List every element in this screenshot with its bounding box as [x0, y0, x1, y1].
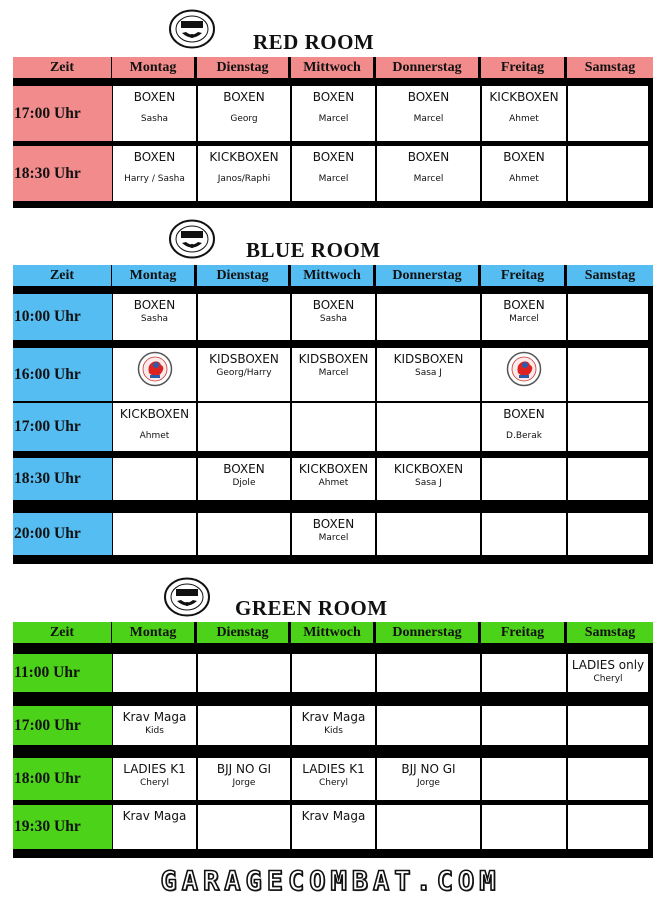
class-name: Krav Maga	[122, 710, 187, 724]
schedule-cell	[482, 805, 566, 849]
schedule-cell	[568, 758, 648, 800]
class-name: Krav Maga	[301, 809, 366, 823]
header-zeit: Zeit	[13, 622, 112, 643]
trainer-name: Ahmet	[509, 114, 539, 124]
schedule-cell	[568, 86, 648, 141]
schedule-cell	[113, 294, 196, 340]
trainer-name: Ahmet	[318, 478, 349, 488]
header-day-donnerstag: Donnerstag	[376, 265, 479, 286]
time-label: 18:30 Uhr	[13, 458, 112, 500]
trainer-name: Kids	[145, 726, 164, 736]
header-day-samstag: Samstag	[567, 622, 653, 643]
schedule-cell	[198, 654, 290, 692]
header-zeit: Zeit	[13, 265, 112, 286]
schedule-cell	[377, 458, 480, 500]
time-label: 16:00 Uhr	[13, 348, 112, 401]
trainer-name: D.Berak	[506, 431, 542, 441]
time-row	[13, 403, 653, 451]
schedule-cell	[292, 513, 375, 555]
schedule-cell	[113, 458, 196, 500]
header-day-donnerstag: Donnerstag	[376, 57, 479, 78]
trainer-name: Marcel	[413, 174, 444, 184]
room-title-green: GREEN ROOM	[235, 596, 388, 620]
club-logo-red	[168, 9, 216, 49]
club-logo-green	[163, 577, 211, 617]
room-title-blue: BLUE ROOM	[246, 238, 381, 262]
schedule-cell	[198, 403, 290, 451]
schedule-cell	[198, 348, 290, 401]
schedule-cell	[113, 403, 196, 451]
class-name: BOXEN	[503, 150, 545, 164]
trainer-name: Georg/Harry	[216, 368, 272, 378]
schedule-cell	[568, 146, 648, 201]
header-day-dienstag: Dienstag	[197, 622, 289, 643]
schedule-cell	[568, 348, 648, 401]
class-name: KICKBOXEN	[119, 407, 190, 421]
time-row	[13, 654, 653, 692]
header-row	[13, 265, 653, 286]
kids-boxing-logo	[135, 351, 175, 387]
trainer-name: Marcel	[509, 314, 539, 324]
schedule-cell	[377, 805, 480, 849]
class-name: BJJ NO GI	[401, 762, 456, 776]
schedule-cell	[292, 654, 375, 692]
schedule-cell	[377, 758, 480, 800]
trainer-name: Cheryl	[318, 778, 349, 788]
schedule-cell	[113, 513, 196, 555]
header-row	[13, 622, 653, 643]
class-name: BOXEN	[312, 298, 355, 312]
schedule-green-room	[13, 622, 653, 858]
header-day-mittwoch: Mittwoch	[291, 265, 374, 286]
schedule-cell	[113, 348, 196, 401]
header-day-mittwoch: Mittwoch	[291, 622, 374, 643]
class-name: LADIES K1	[302, 762, 365, 776]
schedule-cell	[198, 805, 290, 849]
header-day-dienstag: Dienstag	[197, 57, 289, 78]
schedule-cell	[292, 294, 375, 340]
trainer-name: Jorge	[417, 778, 440, 788]
class-name: BOXEN	[223, 462, 265, 476]
header-day-donnerstag: Donnerstag	[376, 622, 479, 643]
schedule-cell	[198, 513, 290, 555]
class-name: BOXEN	[223, 90, 265, 104]
schedule-cell	[377, 403, 480, 451]
schedule-cell	[568, 513, 648, 555]
schedule-blue-room	[13, 265, 653, 564]
schedule-cell	[377, 294, 480, 340]
schedule-cell	[482, 294, 566, 340]
trainer-name: Djole	[232, 478, 256, 488]
schedule-cell	[568, 458, 648, 500]
schedule-cell	[568, 805, 648, 849]
class-name: Krav Maga	[301, 710, 366, 724]
header-day-freitag: Freitag	[481, 265, 565, 286]
schedule-cell	[377, 513, 480, 555]
trainer-name: Marcel	[413, 114, 444, 124]
schedule-cell	[198, 294, 290, 340]
header-day-samstag: Samstag	[567, 57, 653, 78]
trainer-name: Janos/Raphi	[217, 174, 271, 184]
schedule-cell	[113, 805, 196, 849]
class-name: LADIES K1	[123, 762, 186, 776]
schedule-cell	[568, 403, 648, 451]
time-label: 17:00 Uhr	[13, 86, 112, 141]
schedule-cell	[482, 758, 566, 800]
trainer-name: Sasha	[140, 314, 169, 324]
schedule-cell	[568, 706, 648, 745]
schedule-cell	[482, 146, 566, 201]
header-day-dienstag: Dienstag	[197, 265, 289, 286]
schedule-cell	[482, 86, 566, 141]
class-name: LADIES only	[571, 658, 645, 672]
class-name: BOXEN	[407, 150, 450, 164]
trainer-name: Marcel	[318, 174, 349, 184]
class-name: BOXEN	[312, 517, 355, 531]
time-row	[13, 706, 653, 745]
trainer-name: Ahmet	[509, 174, 539, 184]
schedule-cell	[377, 654, 480, 692]
class-name: BOXEN	[503, 407, 545, 421]
schedule-cell	[292, 348, 375, 401]
schedule-cell	[113, 758, 196, 800]
time-row	[13, 458, 653, 500]
time-row	[13, 513, 653, 555]
class-name: BOXEN	[503, 298, 545, 312]
class-name: KICKBOXEN	[489, 90, 559, 104]
class-name: BOXEN	[133, 298, 176, 312]
trainer-name: Jorge	[232, 778, 256, 788]
schedule-cell	[113, 146, 196, 201]
schedule-cell	[292, 458, 375, 500]
header-row	[13, 57, 653, 78]
club-logo-blue	[168, 219, 216, 259]
schedule-cell	[482, 706, 566, 745]
time-label: 17:00 Uhr	[13, 706, 112, 745]
trainer-name: Marcel	[318, 368, 349, 378]
time-label: 18:30 Uhr	[13, 146, 112, 201]
website-footer: GARAGECOMBAT.COM	[160, 866, 501, 897]
schedule-cell	[482, 348, 566, 401]
schedule-cell	[113, 654, 196, 692]
time-label: 17:00 Uhr	[13, 403, 112, 451]
schedule-cell	[377, 146, 480, 201]
class-name: KICKBOXEN	[298, 462, 369, 476]
schedule-cell	[377, 348, 480, 401]
header-day-montag: Montag	[112, 57, 195, 78]
trainer-name: Kids	[324, 726, 343, 736]
class-name: BOXEN	[133, 90, 176, 104]
trainer-name: Cheryl	[139, 778, 170, 788]
time-row	[13, 86, 653, 141]
schedule-cell	[292, 86, 375, 141]
schedule-cell	[198, 86, 290, 141]
schedule-cell	[113, 86, 196, 141]
header-day-montag: Montag	[112, 622, 195, 643]
trainer-name: Sasha	[140, 114, 169, 124]
trainer-name: Sasa J	[415, 368, 442, 378]
class-name: BJJ NO GI	[216, 762, 272, 776]
room-title-red: RED ROOM	[253, 30, 375, 54]
schedule-cell	[292, 706, 375, 745]
schedule-cell	[292, 146, 375, 201]
trainer-name: Sasa J	[415, 478, 442, 488]
header-day-samstag: Samstag	[567, 265, 653, 286]
time-label: 19:30 Uhr	[13, 805, 112, 849]
class-name: KICKBOXEN	[209, 150, 279, 164]
schedule-cell	[377, 86, 480, 141]
schedule-cell	[292, 758, 375, 800]
time-label: 20:00 Uhr	[13, 513, 112, 555]
schedule-cell	[198, 458, 290, 500]
header-day-freitag: Freitag	[481, 57, 565, 78]
trainer-name: Harry / Sasha	[124, 174, 185, 184]
header-zeit: Zeit	[13, 57, 112, 78]
time-row	[13, 294, 653, 340]
schedule-cell	[482, 458, 566, 500]
trainer-name: Marcel	[318, 114, 349, 124]
schedule-cell	[198, 146, 290, 201]
schedule-cell	[482, 403, 566, 451]
trainer-name: Cheryl	[593, 674, 623, 684]
schedule-red-room	[13, 57, 653, 208]
header-day-mittwoch: Mittwoch	[291, 57, 374, 78]
time-row	[13, 805, 653, 849]
class-name: BOXEN	[133, 150, 176, 164]
trainer-name: Georg	[230, 114, 258, 124]
header-day-freitag: Freitag	[481, 622, 565, 643]
class-name: KIDSBOXEN	[298, 352, 369, 366]
header-day-montag: Montag	[112, 265, 195, 286]
schedule-cell	[568, 294, 648, 340]
schedule-cell	[568, 654, 648, 692]
time-label: 18:00 Uhr	[13, 758, 112, 800]
time-label: 10:00 Uhr	[13, 294, 112, 340]
trainer-name: Marcel	[318, 533, 349, 543]
class-name: BOXEN	[312, 150, 355, 164]
schedule-cell	[292, 403, 375, 451]
time-row	[13, 348, 653, 401]
schedule-cell	[482, 513, 566, 555]
trainer-name: Sasha	[319, 314, 348, 324]
schedule-cell	[292, 805, 375, 849]
schedule-cell	[113, 706, 196, 745]
schedule-cell	[482, 654, 566, 692]
schedule-cell	[377, 706, 480, 745]
class-name: BOXEN	[312, 90, 355, 104]
class-name: KIDSBOXEN	[393, 352, 464, 366]
class-name: Krav Maga	[122, 809, 187, 823]
trainer-name: Ahmet	[139, 431, 170, 441]
kids-boxing-logo	[504, 351, 544, 387]
class-name: KIDSBOXEN	[209, 352, 279, 366]
schedule-cell	[198, 706, 290, 745]
schedule-cell	[198, 758, 290, 800]
time-row	[13, 146, 653, 201]
class-name: BOXEN	[407, 90, 450, 104]
time-label: 11:00 Uhr	[13, 654, 112, 692]
class-name: KICKBOXEN	[393, 462, 464, 476]
time-row	[13, 758, 653, 800]
